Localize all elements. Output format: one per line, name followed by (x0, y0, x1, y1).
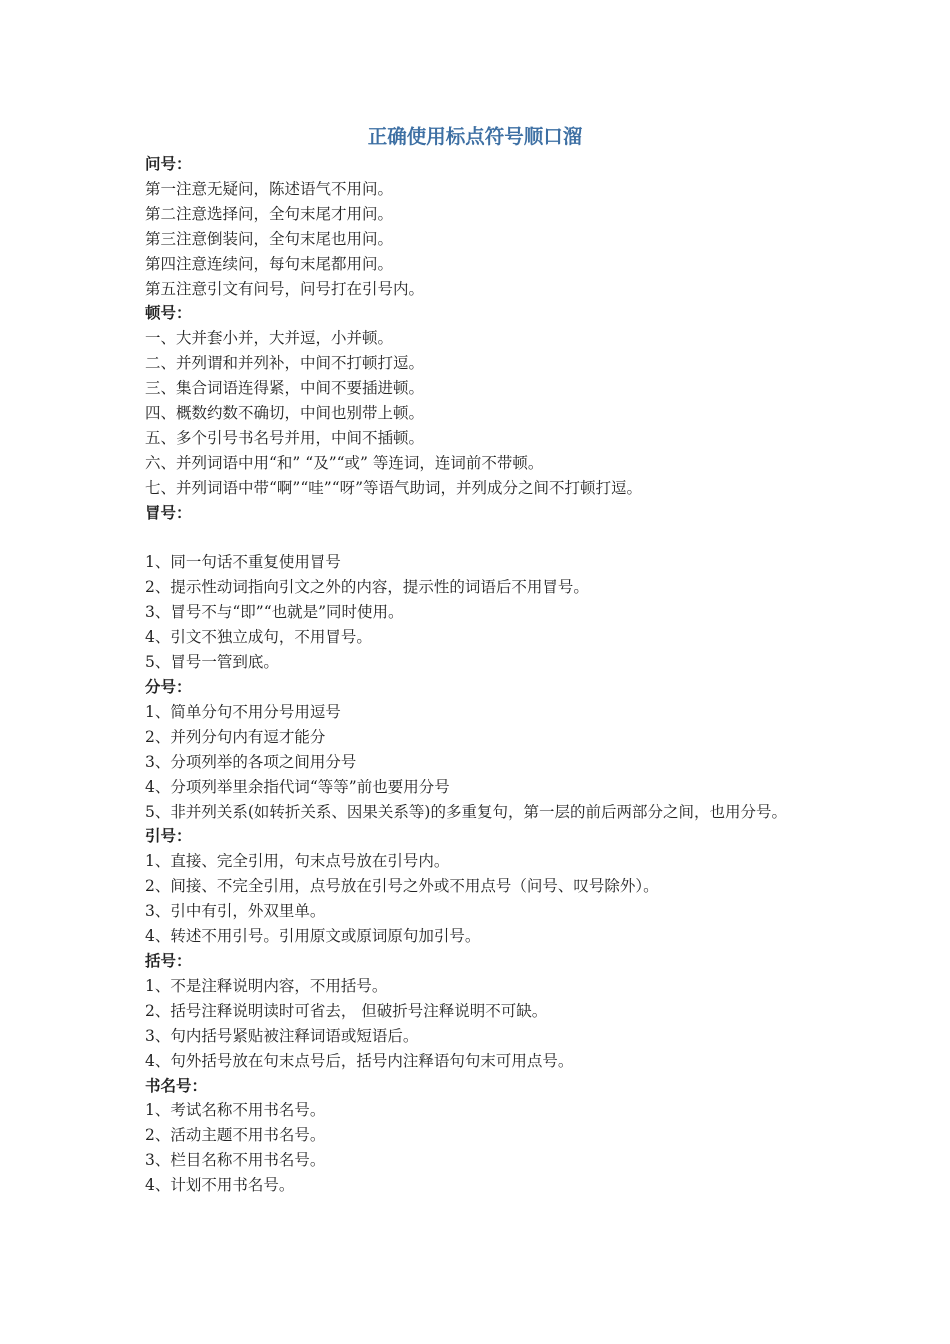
question-rule-4: 第四注意连续问，每句末尾都用问。 (145, 254, 394, 273)
booktitle-rule-4: 4、计划不用书名号。 (145, 1176, 295, 1195)
bracket-rule-3: 3、句内括号紧贴被注释词语或短语后。 (145, 1026, 419, 1045)
section-heading-question: 问号： (145, 155, 192, 173)
colon-rule-3: 3、冒号不与“即”“也就是”同时使用。 (145, 603, 404, 622)
booktitle-rule-2: 2、活动主题不用书名号。 (145, 1126, 326, 1145)
question-rule-5: 第五注意引文有问号，问号打在引号内。 (145, 279, 425, 298)
quote-rule-2: 2、间接、不完全引用，点号放在引号之外或不用点号（问号、叹号除外）。 (145, 877, 659, 896)
colon-rule-1: 1、同一句话不重复使用冒号 (145, 553, 341, 572)
pause-rule-6: 六、并列词语中用“和” “及”“或” 等连词，连词前不带顿。 (145, 453, 544, 472)
section-heading-booktitle: 书名号： (145, 1076, 208, 1095)
booktitle-rule-1: 1、考试名称不用书名号。 (145, 1101, 326, 1120)
pause-rule-7: 七、并列词语中带“啊”“哇”“呀”等语气助词，并列成分之间不打顿打逗。 (145, 478, 643, 497)
document-body (145, 122, 815, 1198)
pause-rule-2: 二、并列谓和并列补，中间不打顿打逗。 (145, 354, 425, 373)
bracket-rule-4: 4、句外括号放在句末点号后，括号内注释语句句末可用点号。 (145, 1051, 574, 1070)
question-rule-3: 第三注意倒装问，全句末尾也用问。 (145, 229, 394, 248)
colon-rule-4: 4、引文不独立成句，不用冒号。 (145, 628, 372, 647)
section-heading-colon: 冒号： (145, 503, 192, 522)
section-heading-pause: 顿号： (145, 304, 192, 323)
question-rule-2: 第二注意选择问，全句末尾才用问。 (145, 204, 394, 223)
pause-rule-4: 四、概数约数不确切，中间也别带上顿。 (145, 404, 425, 423)
quote-rule-4: 4、转述不用引号。引用原文或原词原句加引号。 (145, 927, 481, 946)
section-heading-quote: 引号： (145, 827, 192, 846)
blank-line (145, 526, 815, 551)
document-title: 正确使用标点符号顺口溜 (367, 125, 583, 148)
colon-rule-2: 2、提示性动词指向引文之外的内容，提示性的词语后不用冒号。 (145, 578, 589, 597)
section-heading-semicolon: 分号： (145, 678, 192, 697)
question-rule-1: 第一注意无疑问，陈述语气不用问。 (145, 179, 394, 198)
quote-rule-1: 1、直接、完全引用，句末点号放在引号内。 (145, 852, 450, 871)
semicolon-rule-4: 4、分项列举里余指代词“等等”前也要用分号 (145, 777, 450, 796)
section-heading-bracket: 括号： (145, 951, 192, 970)
colon-rule-5: 5、冒号一管到底。 (145, 653, 279, 672)
pause-rule-5: 五、多个引号书名号并用，中间不插顿。 (145, 428, 425, 447)
booktitle-rule-3: 3、栏目名称不用书名号。 (145, 1151, 326, 1170)
semicolon-rule-3: 3、分项列举的各项之间用分号 (145, 752, 357, 771)
pause-rule-3: 三、集合词语连得紧，中间不要插进顿。 (145, 379, 425, 398)
pause-rule-1: 一、大并套小并，大并逗，小并顿。 (145, 329, 394, 348)
quote-rule-3: 3、引中有引，外双里单。 (145, 902, 326, 921)
semicolon-rule-5: 5、非并列关系(如转折关系、因果关系等)的多重复句，第一层的前后两部分之间，也用分号。 (145, 802, 787, 821)
bracket-rule-2: 2、括号注释说明读时可省去， 但破折号注释说明不可缺。 (145, 1001, 548, 1020)
semicolon-rule-1: 1、简单分句不用分号用逗号 (145, 702, 341, 721)
bracket-rule-1: 1、不是注释说明内容，不用括号。 (145, 976, 388, 995)
semicolon-rule-2: 2、并列分句内有逗才能分 (145, 727, 326, 746)
